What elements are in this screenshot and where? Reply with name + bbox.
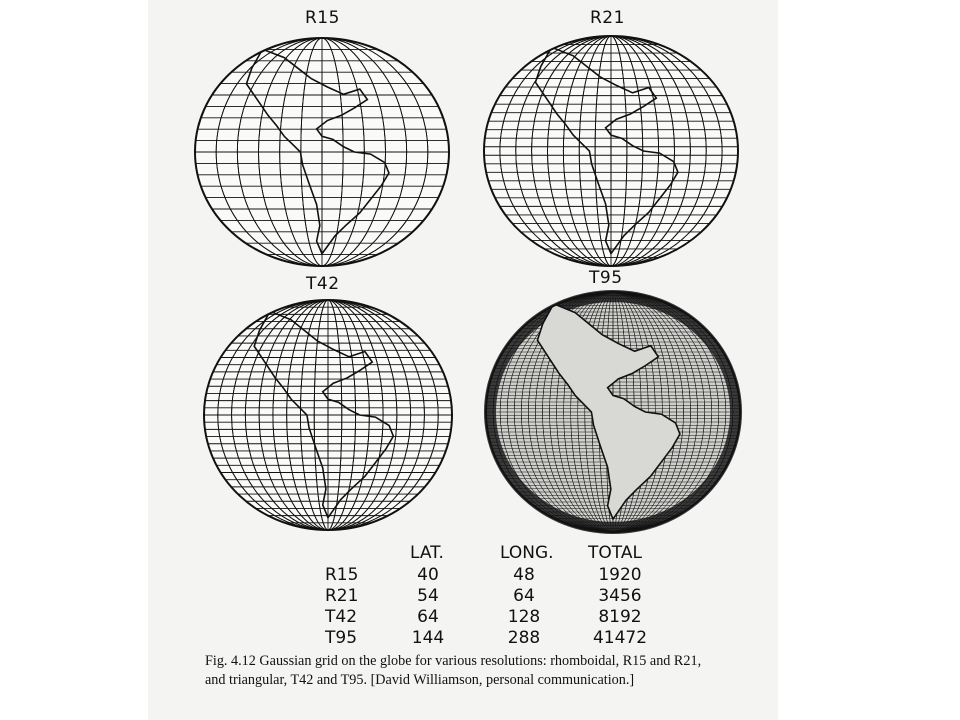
globe-label-t42: T42: [306, 274, 340, 294]
table-row-name: R15: [325, 565, 359, 585]
globe-label-r21: R21: [590, 8, 625, 28]
table-cell-lat: 144: [411, 628, 445, 648]
globe-label-t95: T95: [589, 268, 623, 288]
globe-t42: [200, 296, 456, 534]
table-cell-long: 48: [513, 565, 535, 585]
figure-caption: [205, 652, 725, 690]
table-row-name: T95: [325, 628, 358, 648]
table-cell-long: 128: [507, 607, 541, 627]
globe-r21: [480, 32, 742, 270]
table-cell-total: 3456: [598, 586, 642, 606]
table-header-total: TOTAL: [588, 543, 642, 563]
table-cell-total: 41472: [592, 628, 648, 648]
table-header-lat: LAT.: [410, 543, 444, 563]
table-cell-lat: 40: [417, 565, 439, 585]
table-row-name: T42: [325, 607, 358, 627]
table-header-long: LONG.: [500, 543, 554, 563]
table-cell-long: 64: [513, 586, 535, 606]
table-cell-total: 1920: [598, 565, 642, 585]
table-cell-lat: 54: [417, 586, 439, 606]
globe-label-r15: R15: [305, 8, 340, 28]
table-cell-lat: 64: [417, 607, 439, 627]
globe-r15: [191, 34, 453, 270]
caption-label: Fig. 4.12: [205, 653, 256, 669]
table-cell-long: 288: [507, 628, 541, 648]
table-row-name: R21: [325, 586, 359, 606]
caption-text: Gaussian grid on the globe for various resolutions: rhomboidal, R15 and R21, and triangular, T42 and T95. [David Williamson, personal communication.]: [205, 653, 702, 688]
globe-t95: [482, 288, 744, 536]
table-cell-total: 8192: [598, 607, 642, 627]
page: [148, 0, 778, 720]
